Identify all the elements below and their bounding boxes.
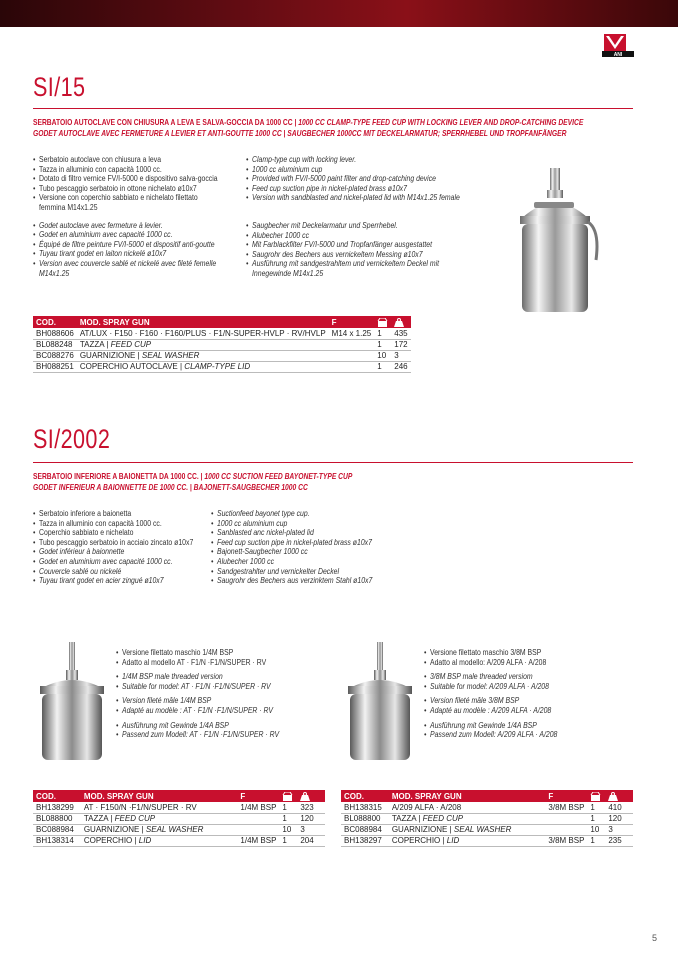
table-row: BL088800 TAZZA | FEED CUP 1 120 bbox=[341, 813, 633, 824]
table-row: BH088606 AT/LUX · F150 · F160 · F160/PLUS · F1/N-SUPER-HVLP · RV/HVLP M14 x 1.25 1 435 bbox=[33, 328, 411, 339]
description-it-fr: • Serbatoio inferiore a baionetta • Tazza in alluminio con capacità 1000 cc. • Coperchio sabbiato e nichelato • Tubo pescaggio serbatoio in acciaio zincato ø10x7 • Godet inférieur à baionnette • Godet en aluminium avec capacité 1000 cc. • Couvercle sablé ou nickelé • Tuyau tirant godet en acier zingué ø10x7 bbox=[33, 509, 222, 586]
table-row: BH138314 COPERCHIO | LID 1/4M BSP 1 204 bbox=[33, 835, 325, 846]
section-title-si2002: SI/2002 bbox=[33, 424, 111, 454]
table-row: BH138315 A/209 ALFA · A/208 3/8M BSP 1 410 bbox=[341, 802, 633, 813]
section-subheading: SERBATOIO INFERIORE A BAIONETTA DA 1000 CC. | 1000 CC SUCTION FEED BAYONET-TYPE CUP GODET INFERIEUR A BAIONNETTE DE 1000 CC. | BAJONETT-SAUGBECHER 1000 CC bbox=[33, 472, 353, 492]
bayonet-cup-image-38 bbox=[340, 640, 420, 770]
box-icon bbox=[587, 790, 605, 802]
table-header: COD. MOD. SPRAY GUN F bbox=[341, 790, 633, 802]
brand-logo bbox=[600, 32, 636, 62]
table-row: BC088276 GUARNIZIONE | SEAL WASHER 10 3 bbox=[33, 350, 411, 361]
table-row: BH138297 COPERCHIO | LID 3/8M BSP 1 235 bbox=[341, 835, 633, 846]
divider bbox=[33, 108, 633, 109]
product-table-38 bbox=[341, 790, 633, 847]
table-row: BL088248 TAZZA | FEED CUP 1 172 bbox=[33, 339, 411, 350]
clamp-cup-image bbox=[500, 160, 610, 325]
table-row: BC088984 GUARNIZIONE | SEAL WASHER 10 3 bbox=[33, 824, 325, 835]
bayonet-cup-image-14 bbox=[32, 640, 112, 770]
top-banner bbox=[0, 0, 678, 27]
table-row: BC088984 GUARNIZIONE | SEAL WASHER 10 3 bbox=[341, 824, 633, 835]
box-icon bbox=[374, 316, 391, 328]
description-it-fr: • Serbatoio autoclave con chiusura a leva • Tazza in alluminio con capacità 1000 cc. • Dotato di filtro vernice FV/I-5000 e dispositivo salva-goccia • Tubo pescaggio serbatoio in ottone nichelato ø10x7 • Versione con coperchio sabbiato e nichelato filettato femmina M14x1.25 • Godet autoclave avec fermeture à levier. • Godet en aluminium avec capacité 1000 cc. • Équipé de filtre peinture FV/I-5000 et dispositif anti-goutte • Tuyau tirant godet en laiton nickelé ø10x7 • Version avec couvercle sablé et nickelé avec fileté femelle M14x1.25 bbox=[33, 155, 244, 278]
description-en-de: • Suctionfeed bayonet type cup. • 1000 cc aluminium cup • Sanblasted anc nickel-plated lid • Feed cup suction pipe in nickel-plated brass ø10x7 • Bajonett-Saugbecher 1000 cc • Alubecher 1000 cc • Sandgestrahlter und vernickelter Deckel • Saugrohr des Bechers aus verzinktem Stahl ø10x7 bbox=[211, 509, 409, 586]
weight-icon bbox=[297, 790, 325, 802]
weight-icon bbox=[605, 790, 633, 802]
section-title-si15: SI/15 bbox=[33, 72, 86, 102]
weight-icon bbox=[391, 316, 410, 328]
variant-38-description: • Versione filettato maschio 3/8M BSP • Adatto al modello: A/209 ALFA · A/208 • 3/8M BSP male threaded versiom • Suitable for model: A/209 ALFA · A/208 • Version fileté mâle 3/8M BSP • Adapté au modèle : A/209 ALFA · A/208 • Ausführung mit Gewinde 1/4A BSP • Passend zum Modell: A/209 ALFA · A/208 bbox=[424, 648, 605, 740]
product-table-14 bbox=[33, 790, 325, 847]
table-row: BL088800 TAZZA | FEED CUP 1 120 bbox=[33, 813, 325, 824]
page-number: 5 bbox=[652, 933, 658, 943]
svg-text:ANI: ANI bbox=[613, 52, 623, 58]
box-icon bbox=[279, 790, 297, 802]
product-table-si15 bbox=[33, 316, 411, 373]
table-row: BH138299 AT · F150/N ·F1/N/SUPER · RV 1/4M BSP 1 323 bbox=[33, 802, 325, 813]
table-header: COD. MOD. SPRAY GUN F bbox=[33, 316, 411, 328]
divider bbox=[33, 462, 633, 463]
variant-14-description: • Versione filettato maschio 1/4M BSP • Adatto al modello AT · F1/N ·F1/N/SUPER · RV • 1/4M BSP male threaded version • Suitable for model: AT · F1/N ·F1/N/SUPER · RV • Version fileté mâle 1/4M BSP • Adapté au modèle : AT · F1/N ·F1/N/SUPER · RV • Ausführung mit Gewinde 1/4A BSP • Passend zum Modell: AT · F1/N ·F1/N/SUPER · RV bbox=[116, 648, 297, 740]
section-subheading: SERBATOIO AUTOCLAVE CON CHIUSURA A LEVA E SALVA-GOCCIA DA 1000 CC | 1000 CC CLAMP-TYPE FEED CUP WITH LOCKING LEVER AND DROP-CATCHING DEVICE GODET AUTOCLAVE AVEC FERMETURE A LEVIER ET ANTI-GOUTTE 1000 CC | SAUGBECHER 1000CC MIT DECKELARMATUR; SPERRHEBEL UND TROPFANFÄNGER bbox=[33, 118, 584, 138]
table-header: COD. MOD. SPRAY GUN F bbox=[33, 790, 325, 802]
description-en-de: • Clamp-type cup with locking lever. • 1000 cc aluminium cup • Provided with FV/I-5000 paint filter and drop-catching device • Feed cup suction pipe in nickel-plated brass ø10x7 • Version with sandblasted and nickel-plated lid with M14x1.25 female • Saugbecher mit Deckelarmatur und Sperrhebel. • Alubecher 1000 cc • Mit Farblackfilter FV/I-5000 und Tropfanfänger ausgestattet • Saugrohr des Bechers aus vernickeltem Messing ø10x7 • Ausführung mit sandgestrahltem und vernickeltem Deckel mit Innegewinde M14x1.25 bbox=[246, 155, 478, 279]
table-row: BH088251 COPERCHIO AUTOCLAVE | CLAMP-TYPE LID 1 246 bbox=[33, 361, 411, 372]
